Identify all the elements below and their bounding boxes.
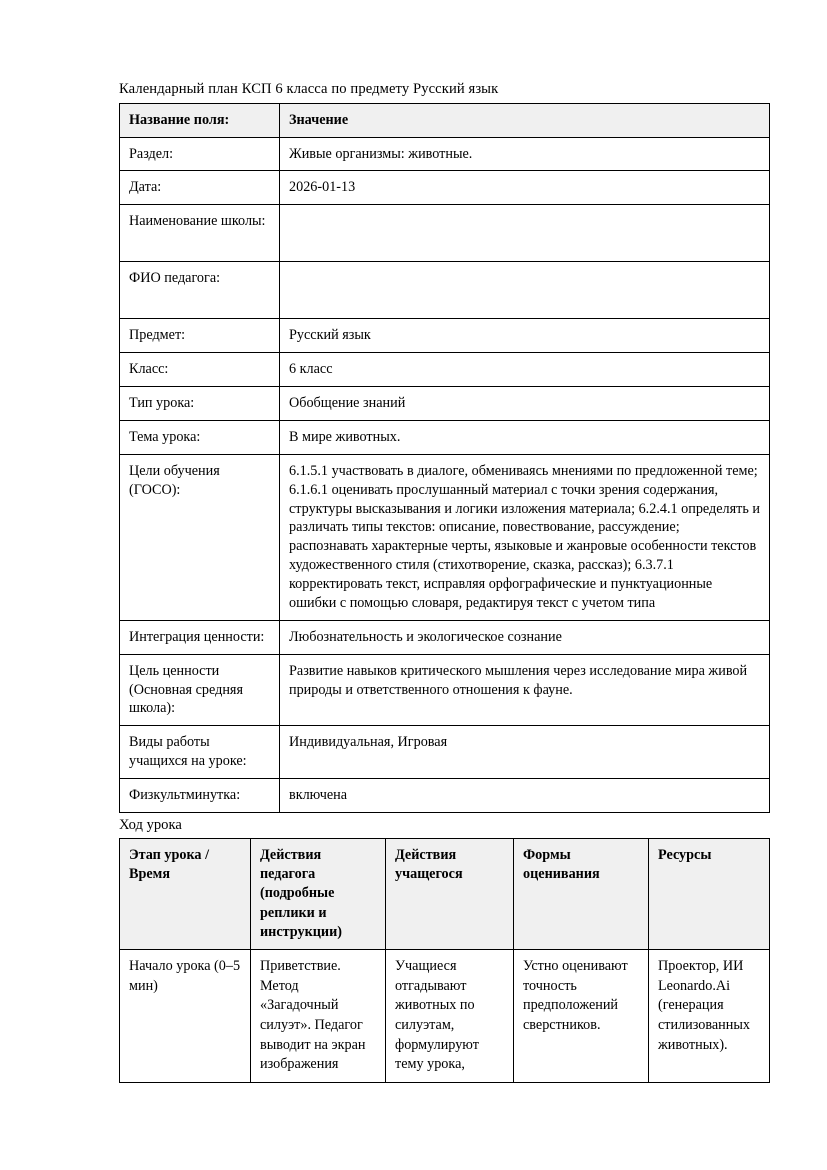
flow-cell-student: Учащиеся отгадывают животных по силуэтам, формулируют тему урока, <box>386 950 514 1083</box>
flow-column-header: Формы оценивания <box>514 838 649 950</box>
field-label: Класс: <box>120 353 280 387</box>
fields-row <box>120 353 770 387</box>
field-label: Раздел: <box>120 137 280 171</box>
flow-cell-assessment: Устно оценивают точность предположений сверстников. <box>514 950 649 1083</box>
flow-column-header: Действия педагога (подробные реплики и инструкции) <box>251 838 386 950</box>
field-value: Любознательность и экологическое сознание <box>280 620 770 654</box>
field-value: 2026-01-13 <box>280 171 770 205</box>
lesson-flow-table <box>119 838 770 1083</box>
fields-row <box>120 171 770 205</box>
field-value: Обобщение знаний <box>280 387 770 421</box>
flow-cell-resources: Проектор, ИИ Leonardo.Ai (генерация стилизованных животных). <box>649 950 770 1083</box>
lesson-fields-table <box>119 103 770 813</box>
flow-header <box>120 838 770 950</box>
fields-row <box>120 779 770 813</box>
field-value <box>280 205 770 262</box>
field-value: включена <box>280 779 770 813</box>
fields-row <box>120 387 770 421</box>
fields-row <box>120 137 770 171</box>
field-label: Наименование школы: <box>120 205 280 262</box>
fields-row <box>120 205 770 262</box>
fields-header-row <box>120 103 770 137</box>
fields-row <box>120 726 770 779</box>
field-label: Цели обучения (ГОСО): <box>120 454 280 620</box>
field-label: Тип урока: <box>120 387 280 421</box>
field-label: Интеграция ценности: <box>120 620 280 654</box>
document-title: Календарный план КСП 6 класса по предмету Русский язык <box>119 81 499 97</box>
flow-cell-teacher: Приветствие. Метод «Загадочный силуэт». Педагог выводит на экран изображения <box>251 950 386 1083</box>
lesson-fields-body <box>120 103 770 812</box>
field-label: ФИО педагога: <box>120 262 280 319</box>
flow-row <box>120 950 770 1083</box>
field-label: Дата: <box>120 171 280 205</box>
flow-column-header: Действия учащегося <box>386 838 514 950</box>
flow-body <box>120 950 770 1083</box>
field-value: 6 класс <box>280 353 770 387</box>
flow-cell-stage: Начало урока (0–5 мин) <box>120 950 251 1083</box>
fields-row <box>120 262 770 319</box>
field-label: Физкультминутка: <box>120 779 280 813</box>
fields-row <box>120 319 770 353</box>
fields-header-value: Значение <box>280 103 770 137</box>
fields-row <box>120 654 770 726</box>
field-label: Виды работы учащихся на уроке: <box>120 726 280 779</box>
fields-row <box>120 620 770 654</box>
field-label: Тема урока: <box>120 420 280 454</box>
field-value: 6.1.5.1 участвовать в диалоге, обмениваясь мнениями по предложенной теме; 6.1.6.1 оценивать прослушанный материал с точки зрения содержания, структуры высказывания и логики изложения материала; 6.2.4.1 определять и различать типы текстов: описание, повествование, рассуждение; распознавать характерные черты, языковые и жанровые особенности текстов художественного стиля (стихотворение, сказка, рассказ); 6.3.7.1 корректировать текст, исправляя орфографические и пунктуационные ошибки с помощью словаря, редактируя текст с учетом типа <box>280 454 770 620</box>
field-value: Живые организмы: животные. <box>280 137 770 171</box>
field-value: Развитие навыков критического мышления через исследование мира живой природы и ответственного отношения к фауне. <box>280 654 770 726</box>
field-value: Русский язык <box>280 319 770 353</box>
fields-header-name: Название поля: <box>120 103 280 137</box>
flow-header-row <box>120 838 770 950</box>
fields-row <box>120 454 770 620</box>
field-label: Цель ценности (Основная средняя школа): <box>120 654 280 726</box>
flow-column-header: Этап урока / Время <box>120 838 251 950</box>
document-content <box>119 80 769 1083</box>
field-value <box>280 262 770 319</box>
lesson-flow-caption: Ход урока <box>119 816 182 833</box>
fields-row <box>120 420 770 454</box>
field-value: Индивидуальная, Игровая <box>280 726 770 779</box>
flow-column-header: Ресурсы <box>649 838 770 950</box>
field-label: Предмет: <box>120 319 280 353</box>
field-value: В мире животных. <box>280 420 770 454</box>
